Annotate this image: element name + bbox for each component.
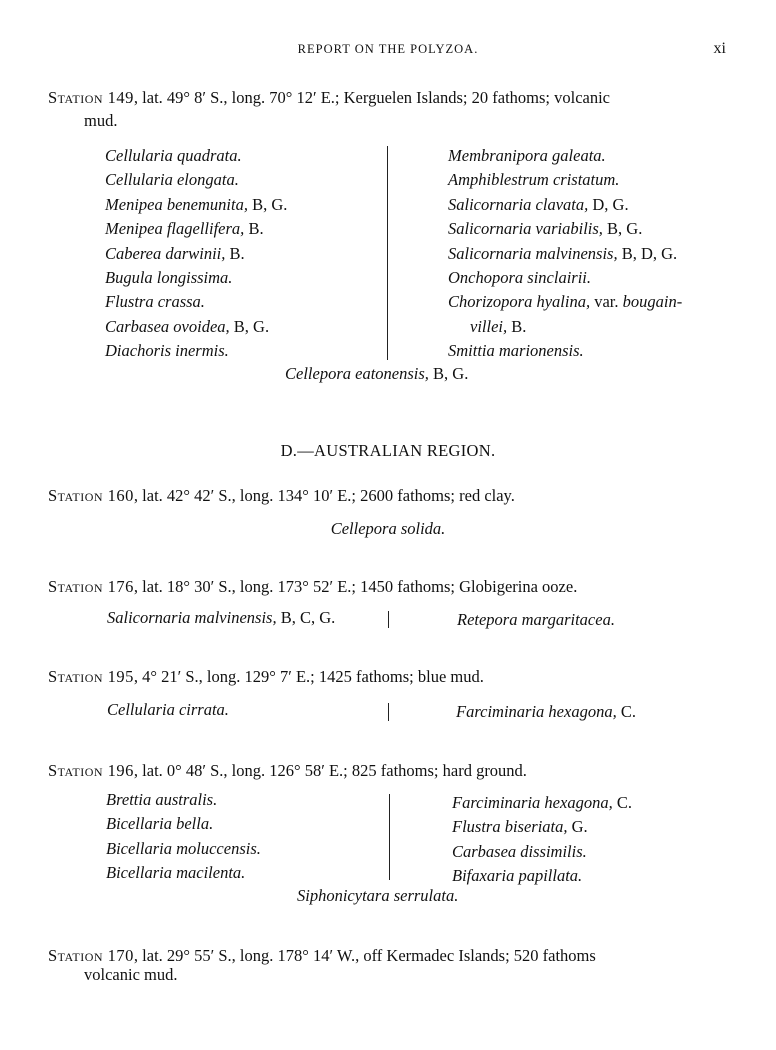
species-entry: Chorizopora hyalina, var. bougain- (448, 292, 683, 312)
station-label: Station 196 (48, 761, 134, 780)
station-196-right-column (452, 791, 632, 889)
column-divider (389, 794, 390, 880)
species-entry: Bicellaria macilenta. (106, 863, 246, 883)
species-entry: Diachoris inermis. (105, 341, 229, 361)
station-149-continuation: mud. (84, 111, 118, 130)
species-entry: Farciminaria hexagona, C. (452, 793, 632, 812)
species-entry: Membranipora galeata. (448, 146, 606, 165)
column-divider (388, 703, 389, 721)
station-label: Station 170 (48, 946, 134, 965)
station-details: , lat. 42° 42′ S., long. 134° 10′ E.; 2600 fathoms; red clay. (133, 486, 515, 505)
station-details: , lat. 18° 30′ S., long. 173° 52′ E.; 1450 fathoms; Globigerina ooze. (133, 577, 578, 596)
station-label: Station 160 (48, 486, 134, 505)
station-160-species: Cellepora solida. (330, 519, 446, 538)
page-header (0, 42, 776, 64)
species-entry: Salicornaria clavata, D, G. (448, 194, 629, 214)
station-160-heading (48, 485, 515, 507)
station-176-heading (48, 576, 577, 598)
species-entry: Bugula longissima. (105, 267, 233, 287)
station-149-bottom-species: Cellepora eatonensis, B, G. (285, 364, 469, 383)
station-196-left-column (106, 788, 261, 886)
station-196-heading (48, 760, 527, 782)
station-details: , 4° 21′ S., long. 129° 7′ E.; 1425 fathoms; blue mud. (133, 667, 484, 686)
station-149-right-column (448, 144, 682, 364)
station-149-left-column (105, 144, 287, 364)
station-label: Station 195 (48, 667, 134, 686)
page-number: xi (713, 40, 726, 57)
species-entry: Carbasea dissimilis. (452, 841, 587, 861)
species-entry: Menipea benemunita, B, G. (105, 194, 288, 214)
station-176-left-species: Salicornaria malvinensis, B, C, G. (107, 608, 336, 627)
station-196-bottom-species: Siphonicytara serrulata. (297, 886, 459, 905)
species-entry: Salicornaria variabilis, B, G. (448, 219, 643, 239)
station-195-right-species: Farciminaria hexagona, C. (456, 702, 636, 721)
species-entry: Bicellaria moluccensis. (106, 838, 261, 858)
station-170-heading (48, 945, 596, 967)
station-details: , lat. 29° 55′ S., long. 178° 14′ W., off Kermadec Islands; 520 fathoms (133, 946, 596, 965)
running-title: REPORT ON THE POLYZOA. (297, 42, 479, 56)
species-entry: Cellularia elongata. (105, 170, 239, 190)
species-entry: Brettia australis. (106, 790, 218, 809)
column-divider (387, 146, 388, 360)
station-149-heading (48, 87, 610, 109)
species-entry: Bicellaria bella. (106, 814, 214, 834)
species-entry: Caberea darwinii, B. (105, 243, 245, 263)
species-entry: villei, B. (470, 316, 527, 336)
species-entry: Amphiblestrum cristatum. (448, 170, 620, 190)
species-entry: Bifaxaria papillata. (452, 866, 583, 886)
species-entry: Flustra crassa. (105, 292, 205, 312)
station-label: Station 149 (48, 88, 134, 107)
species-entry: Cellularia quadrata. (105, 146, 242, 165)
species-entry: Flustra biseriata, G. (452, 817, 588, 837)
species-entry: Menipea flagellifera, B. (105, 219, 264, 239)
station-170-continuation: volcanic mud. (84, 965, 178, 984)
species-entry: Carbasea ovoidea, B, G. (105, 316, 270, 336)
station-195-left-species: Cellularia cirrata. (107, 700, 229, 719)
region-heading: D.—AUSTRALIAN REGION. (280, 441, 496, 460)
species-entry: Smittia marionensis. (448, 341, 584, 361)
station-details: , lat. 49° 8′ S., long. 70° 12′ E.; Kerguelen Islands; 20 fathoms; volcanic (133, 88, 611, 107)
station-176-right-species: Retepora margaritacea. (457, 610, 615, 629)
species-entry: Onchopora sinclairii. (448, 267, 591, 287)
species-entry: Salicornaria malvinensis, B, D, G. (448, 243, 678, 263)
station-195-heading (48, 666, 484, 688)
station-details: , lat. 0° 48′ S., long. 126° 58′ E.; 825 fathoms; hard ground. (133, 761, 527, 780)
station-label: Station 176 (48, 577, 134, 596)
column-divider (388, 611, 389, 628)
